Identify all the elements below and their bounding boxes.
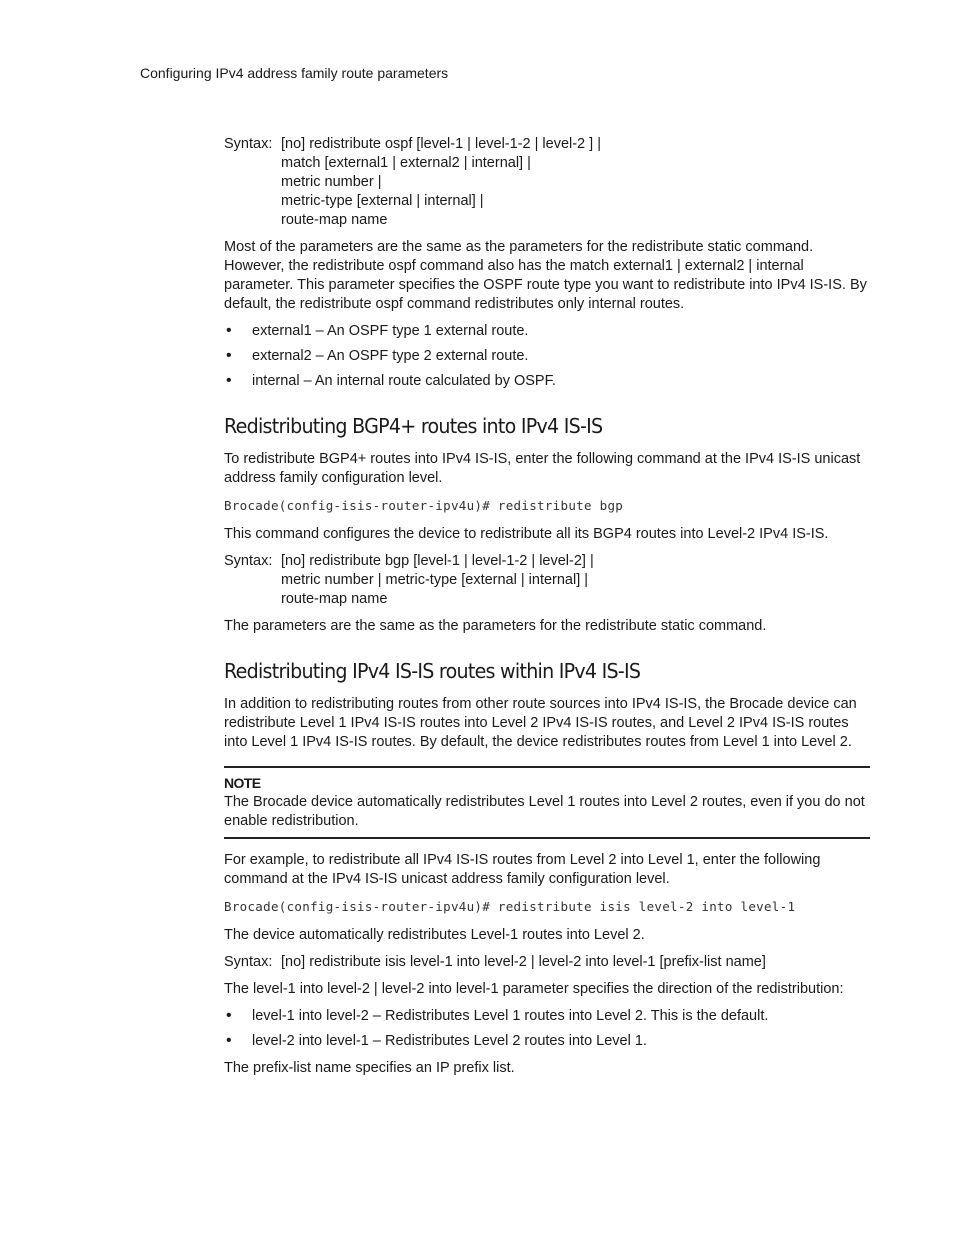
running-header: Configuring IPv4 address family route parameters: [140, 65, 449, 81]
syntax-line: route-map name: [281, 212, 388, 228]
bgp-after-code: This command configures the device to redistribute all its BGP4 routes into Level-2 IPv4 IS-IS.: [224, 526, 829, 542]
ospf-paragraph: Most of the parameters are the same as the parameters for the redistribute static command. However, the redistribute ospf command also has the match external1 | external2 | internal parameter. This parameter specifies the OSPF route type you want to redistribute into IPv4 IS-IS. By default, the redistribute ospf command redistributes only internal routes.: [224, 239, 867, 312]
syntax-line: metric number |: [281, 174, 382, 190]
syntax-line: metric-type [external | internal] |: [281, 193, 484, 209]
note-text: The Brocade device automatically redistributes Level 1 routes into Level 2 routes, even if you do not enable redistribution.: [224, 794, 865, 829]
syntax-lines: [281, 135, 870, 230]
section-heading-bgp: Redistributing BGP4+ routes into IPv4 IS-IS: [224, 414, 603, 438]
note-box: [224, 766, 870, 839]
ospf-syntax: [224, 135, 870, 230]
syntax-label: Syntax:: [224, 553, 273, 569]
isis-direction: The level-1 into level-2 | level-2 into level-1 parameter specifies the direction of the redistribution:: [224, 981, 844, 997]
bgp-closing: The parameters are the same as the parameters for the redistribute static command.: [224, 618, 767, 634]
list-item: • external2 – An OSPF type 2 external route.: [224, 347, 870, 366]
list-item: • external1 – An OSPF type 1 external route.: [224, 322, 870, 341]
isis-after-code: The device automatically redistributes Level-1 routes into Level 2.: [224, 927, 645, 943]
bgp-command-example: Brocade(config-isis-router-ipv4u)# redistribute bgp: [224, 498, 624, 513]
isis-closing: The prefix-list name specifies an IP prefix list.: [224, 1060, 515, 1076]
syntax-line: route-map name: [281, 591, 388, 607]
syntax-label: Syntax:: [224, 136, 273, 152]
syntax-line: [no] redistribute bgp [level-1 | level-1-2 | level-2] |: [281, 553, 594, 569]
syntax-label: Syntax:: [224, 954, 273, 970]
list-item: • level-1 into level-2 – Redistributes Level 1 routes into Level 2. This is the default.: [224, 1007, 870, 1026]
syntax-line: match [external1 | external2 | internal] |: [281, 155, 531, 171]
isis-syntax: [224, 953, 870, 972]
list-item: • level-2 into level-1 – Redistributes Level 2 routes into Level 1.: [224, 1032, 870, 1051]
page-body: [224, 135, 870, 1086]
isis-example: For example, to redistribute all IPv4 IS-IS routes from Level 2 into Level 1, enter the following command at the IPv4 IS-IS unicast address family configuration level.: [224, 852, 821, 887]
isis-command-example: Brocade(config-isis-router-ipv4u)# redistribute isis level-2 into level-1: [224, 899, 796, 914]
syntax-line: [no] redistribute ospf [level-1 | level-1-2 | level-2 ] |: [281, 136, 601, 152]
ospf-bullet-list: [224, 322, 870, 391]
list-item: • internal – An internal route calculated by OSPF.: [224, 372, 870, 391]
section-heading-isis: Redistributing IPv4 IS-IS routes within IPv4 IS-IS: [224, 659, 641, 683]
bgp-syntax: [224, 552, 870, 609]
syntax-line: metric number | metric-type [external | internal] |: [281, 572, 589, 588]
bgp-intro: To redistribute BGP4+ routes into IPv4 IS-IS, enter the following command at the IPv4 IS-IS unicast address family configuration level.: [224, 451, 861, 486]
syntax-line: [no] redistribute isis level-1 into level-2 | level-2 into level-1 [prefix-list name]: [281, 954, 766, 970]
syntax-lines: [281, 552, 870, 609]
isis-bullet-list: [224, 1007, 870, 1051]
isis-intro: In addition to redistributing routes from other route sources into IPv4 IS-IS, the Brocade device can redistribute Level 1 IPv4 IS-IS routes into Level 2 IPv4 IS-IS routes, and Level 2 IPv4 IS-IS routes into Level 1 IPv4 IS-IS routes. By default, the device redistributes routes from Level 1 into Level 2.: [224, 696, 857, 750]
note-heading: NOTE: [224, 775, 261, 791]
